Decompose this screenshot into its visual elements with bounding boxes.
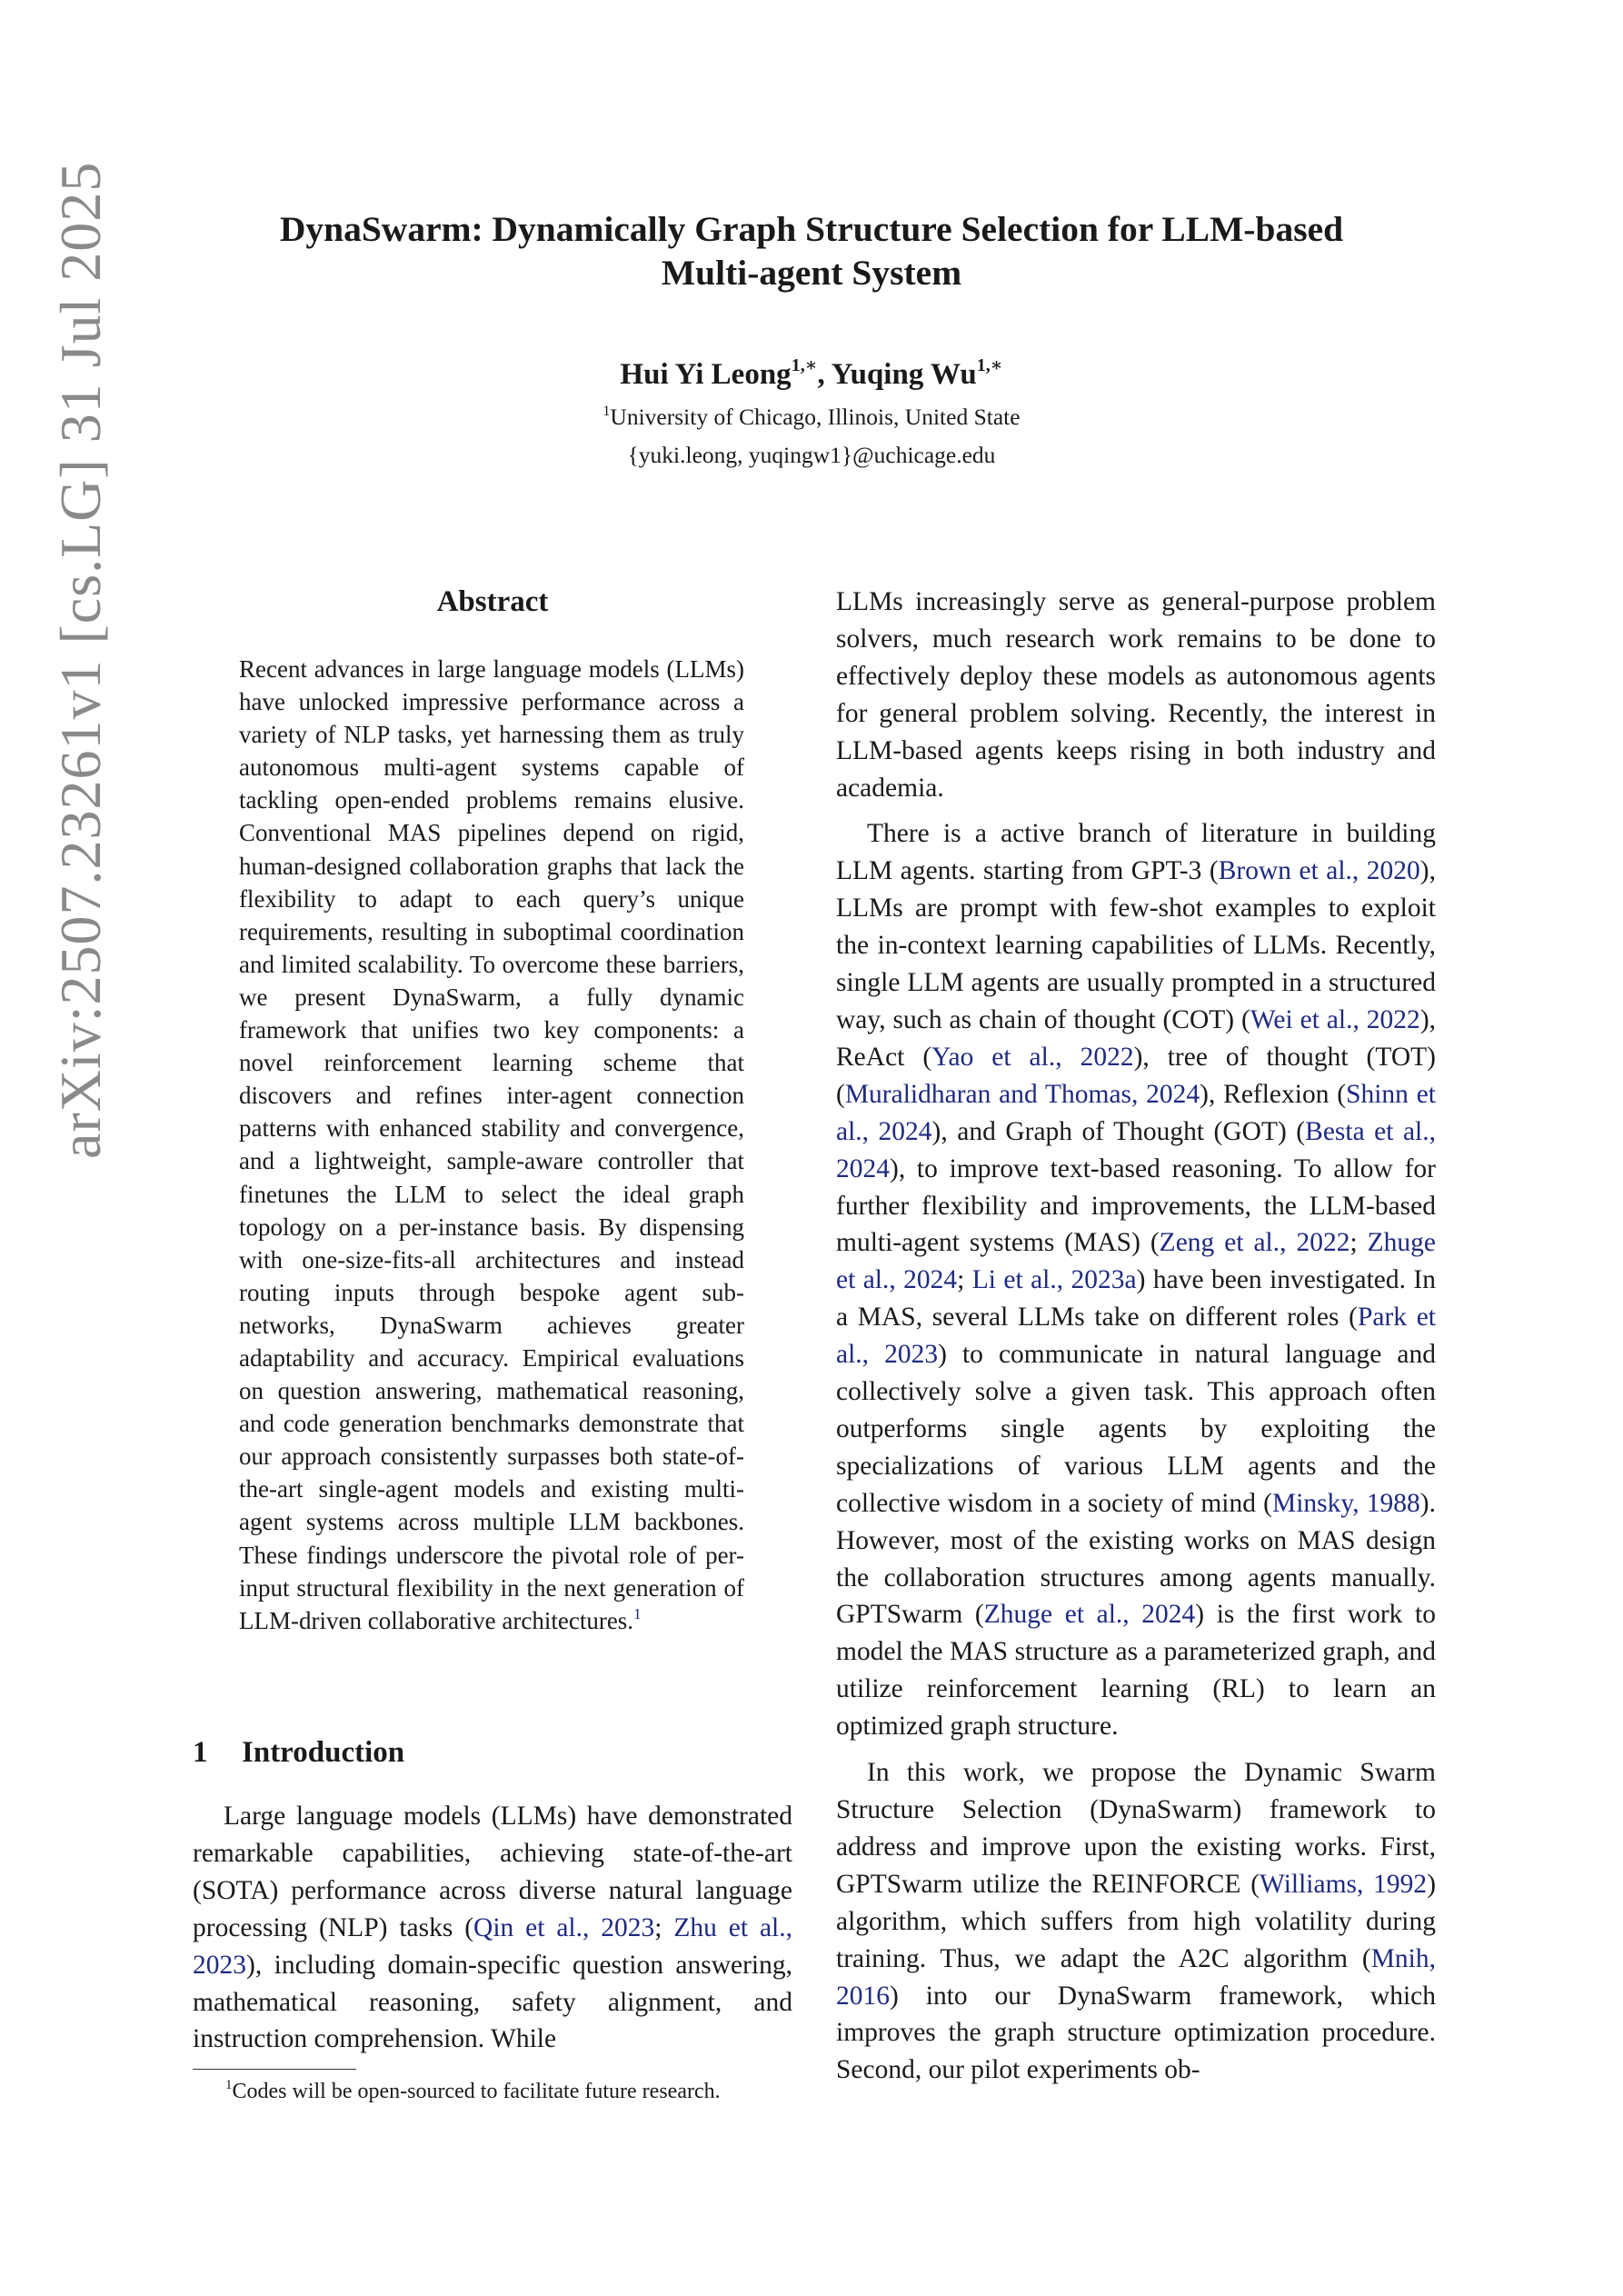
body-text: ) into our DynaSwarm framework, which improves the graph structure optimization procedure. Second, our pilot experiments ob- [836, 1981, 1436, 2085]
citation-link[interactable]: Mnih, 2016 [836, 1943, 1436, 2011]
abstract-body-text: Recent advances in large language models (LLMs) have unlocked impressive performance across a variety of NLP tasks, yet harnessing them as truly autonomous multi-agent systems capable of tackling open-ended problems remains elusive. Conventional MAS pipelines depend on rigid, human-designed collaboration graphs that lack the flexibility to adapt to each query’s unique requirements, resulting in suboptimal coordination and limited scalability. To overcome these barriers, we present DynaSwarm, a fully dynamic framework that unifies two key components: a novel reinforcement learning scheme that discovers and refines inter-agent connection patterns with enhanced stability and convergence, and a lightweight, sample-aware controller that finetunes the LLM to select the ideal graph topology on a per-instance basis. By dispensing with one-size-fits-all architectures and instead routing inputs through bespoke agent sub-networks, DynaSwarm achieves greater adaptability and accuracy. Empirical evaluations on question answering, mathematical reasoning, and code generation benchmarks demonstrate that our approach consistently surpasses both state-of-the-art single-agent models and existing multi-agent systems across multiple LLM backbones. These findings underscore the pivotal role of per-input structural flexibility in the next generation of LLM-driven collaborative architectures. [239, 655, 744, 1634]
body-text: ; [654, 1912, 674, 1942]
body-text: ), to improve text-based reasoning. To allow for further flexibility and improvements, the LLM-based multi-agent systems (MAS) ( [836, 1153, 1436, 1258]
body-text: There is a active branch of literature in building LLM agents. starting from GPT-3 ( [836, 819, 1436, 886]
citation-link[interactable]: Qin et al., 2023 [473, 1912, 655, 1942]
citation-link[interactable]: Zhuge et al., 2024 [836, 1228, 1436, 1295]
citation-link[interactable]: Brown et al., 2020 [1218, 856, 1420, 886]
intro-paragraph [193, 1798, 792, 2058]
section-title: Introduction [242, 1736, 405, 1769]
affiliation-text: University of Chicago, Illinois, United State [610, 404, 1021, 430]
abstract-heading: Abstract [436, 585, 549, 618]
author-email: {yuki.leong, yuqingw1}@uchicage.edu [627, 442, 996, 468]
body-text: In this work, we propose the Dynamic Swarm Structure Selection (DynaSwarm) framework to address and improve upon the existing works. First, GPTSwarm utilize the REINFORCE ( [836, 1758, 1436, 1899]
paper-title [182, 207, 1441, 294]
body-text: ), ReAct ( [836, 1004, 1437, 1072]
right-column [836, 584, 1436, 2098]
author-name: Yuqing Wu [831, 358, 977, 391]
body-text: ) algorithm, which suffers from high volatility during training. Thus, we adapt the A2C algorithm ( [836, 1869, 1437, 1973]
body-text: ). However, most of the existing works on MAS design the collaboration structures among agents manually. GPTSwarm ( [836, 1488, 1436, 1630]
title-line-2: Multi-agent System [661, 253, 962, 293]
footnote-text: Codes will be open-sourced to facilitate future research. [232, 2080, 721, 2103]
author-separator: , [817, 358, 831, 391]
citation-link[interactable]: Shinn et al., 2024 [836, 1079, 1436, 1146]
body-text: ; [1349, 1228, 1368, 1258]
citation-link[interactable]: Besta et al., 2024 [836, 1116, 1436, 1183]
affiliation-mark: 1 [602, 404, 611, 419]
footnote-link[interactable]: 1 [633, 1604, 642, 1622]
arxiv-identifier: arXiv:2507.23261v1 [cs.LG] 31 Jul 2025 [48, 161, 113, 1159]
body-text: ), including domain-specific question answering, mathematical reasoning, safety alignment, and instruction comprehension. While [193, 1950, 792, 2054]
title-line-1: DynaSwarm: Dynamically Graph Structure Selection for LLM-based [279, 209, 1344, 249]
body-paragraph: LLMs increasingly serve as general-purpose problem solvers, much research work remains to be done to effectively deploy these models as autonomous agents for general problem solving. Recently, the interest in LLM-based agents keeps rising in both industry and academia. [836, 587, 1436, 803]
citation-link[interactable]: Zeng et al., 2022 [1159, 1228, 1350, 1258]
body-text: ), LLMs are prompt with few-shot examples to exploit the in-context learning capabilities of LLMs. Recently, single LLM agents are usually prompted in a structured way, such as chain of thought (COT) ( [836, 856, 1436, 1034]
affiliation [182, 402, 1441, 433]
body-paragraph [836, 1754, 1436, 2089]
body-text: ), tree of thought (TOT) ( [836, 1042, 1437, 1109]
citation-link[interactable]: Zhuge et al., 2024 [983, 1600, 1196, 1630]
body-text: Large language models (LLMs) have demonstrated remarkable capabilities, achieving state-of-the-art (SOTA) performance across diverse natural language processing (NLP) tasks ( [193, 1802, 792, 1942]
author-name: Hui Yi Leong [620, 358, 792, 391]
body-text: ; [957, 1265, 972, 1295]
citation-link[interactable]: Muralidharan and Thomas, 2024 [844, 1079, 1200, 1109]
citation-link[interactable]: Zhu et al., 2023 [193, 1912, 792, 1980]
citation-link[interactable]: Yao et al., 2022 [931, 1042, 1134, 1072]
body-text: ) is the first work to model the MAS structure as a parameterized graph, and utilize reinforcement learning (RL) to learn an optimized graph structure. [836, 1600, 1436, 1742]
footnote-divider [193, 2069, 356, 2070]
body-text: ) to communicate in natural language and collectively solve a given task. This approach often outperforms single agents by exploiting the specializations of various LLM agents and the collective wisdom in a society of mind ( [836, 1340, 1436, 1518]
author-affiliation-mark: 1,∗ [791, 355, 818, 375]
citation-link[interactable]: Wei et al., 2022 [1250, 1004, 1420, 1034]
abstract-text [239, 653, 744, 1637]
footnote [193, 2077, 792, 2106]
body-text: ) have been investigated. In a MAS, several LLMs take on different roles ( [836, 1265, 1436, 1333]
footnote-mark: 1 [225, 2078, 233, 2092]
body-text: ), Reflexion ( [1200, 1079, 1347, 1109]
citation-link[interactable]: Williams, 1992 [1260, 1869, 1428, 1899]
section-heading-introduction [193, 1734, 792, 1771]
author-affiliation-mark: 1,∗ [976, 355, 1003, 375]
citation-link[interactable]: Park et al., 2023 [836, 1303, 1436, 1370]
body-text: ), and Graph of Thought (GOT) ( [931, 1116, 1306, 1146]
citation-link[interactable]: Minsky, 1988 [1271, 1488, 1420, 1518]
section-number: 1 [193, 1736, 208, 1769]
citation-link[interactable]: Li et al., 2023a [971, 1265, 1137, 1295]
body-paragraph [836, 815, 1436, 1745]
author-list [182, 356, 1441, 393]
